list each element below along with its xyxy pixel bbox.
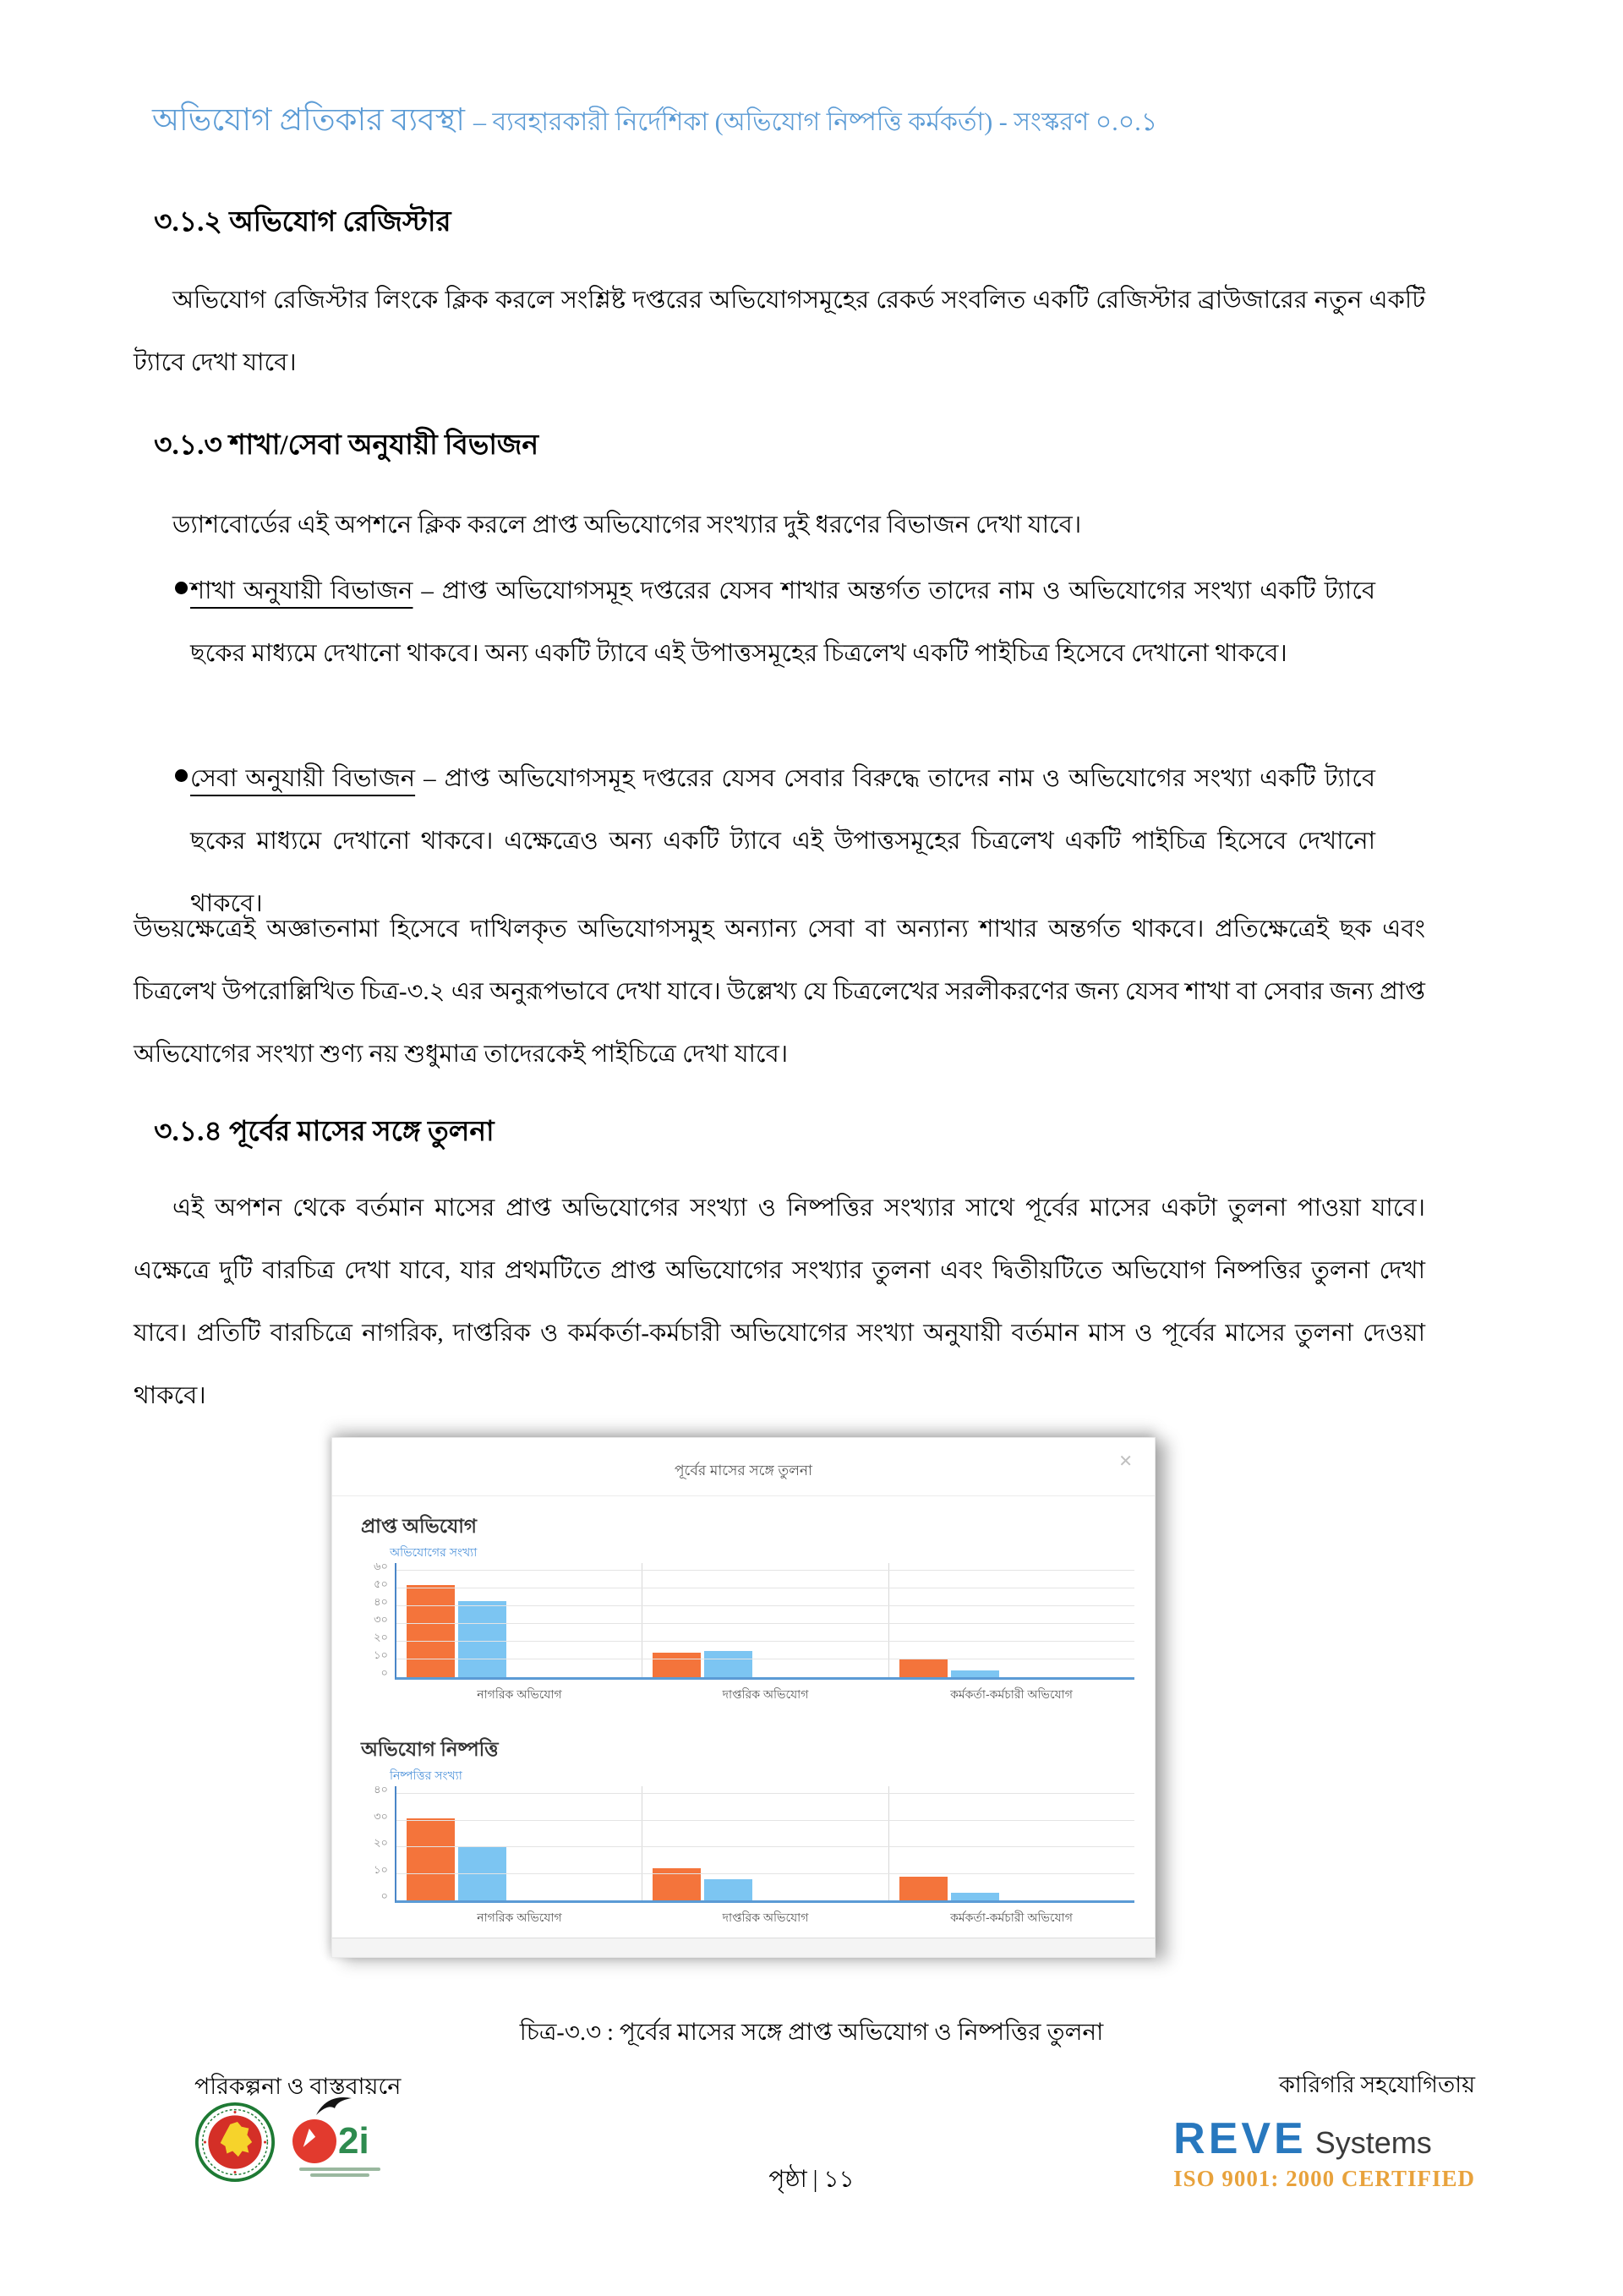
category-group bbox=[396, 1786, 642, 1900]
bar-series-1-orange bbox=[407, 1818, 455, 1900]
paragraph-3-1-3-outro: উভয়ক্ষেত্রেই অজ্ঞাতনামা হিসেবে দাখিলকৃত অভিযোগসমুহ অন্যান্য সেবা বা অন্যান্য শাখার অন্তর্গত থাকবে। প্রতিক্ষেত্রেই ছক এবং চিত্রলেখ উপরোল্লিখিত চিত্র-৩.২ এর অনুরূপভাবে দেখা যাবে। উল্লেখ্য যে চিত্রলেখের সরলীকরণের জন্য যেসব শাখা বা সেবার জন্য প্রাপ্ত অভিযোগের সংখ্যা শুণ্য নয় শুধুমাত্র তাদেরকেই পাইচিত্রে দেখা যাবে। bbox=[134, 916, 1425, 1068]
y-tick-label: ৬০ bbox=[374, 1560, 388, 1573]
y-tick-label: ০ bbox=[380, 1666, 388, 1679]
y-tick-label: ৪০ bbox=[374, 1783, 388, 1796]
gridline bbox=[396, 1873, 1134, 1874]
gridline bbox=[396, 1623, 1134, 1624]
x-axis-label: কর্মকর্তা-কর্মচারী অভিযোগ bbox=[950, 1911, 1073, 1924]
gridline bbox=[396, 1570, 1134, 1571]
bullet-body: – প্রাপ্ত অভিযোগসমূহ দপ্তরের যেসব শাখার অন্তর্গত তাদের নাম ও অভিযোগের সংখ্যা একটি ট্যাবে ছকের মাধ্যমে দেখানো থাকবে। অন্য একটি ট্যাবে এই উপাত্তসমূহের চিত্রলেখ একটি পাইচিত্র হিসেবে দেখানো থাকবে। bbox=[190, 577, 1375, 667]
y-tick-label: ৩০ bbox=[374, 1613, 388, 1626]
plot-area bbox=[395, 1563, 1134, 1680]
bar-series-1-orange bbox=[407, 1585, 455, 1677]
section-heading-3-1-3: ৩.১.৩ শাখা/সেবা অনুযায়ী বিভাজন bbox=[154, 430, 539, 461]
doc-subtitle: – ব্যবহারকারী নির্দেশিকা (অভিযোগ নিষ্পত্তি কর্মকর্তা) - সংস্করণ ০.০.১ bbox=[473, 108, 1158, 136]
x-axis-labels bbox=[396, 1908, 1134, 1928]
document-header bbox=[152, 95, 1505, 148]
gridline bbox=[396, 1793, 1134, 1794]
close-icon: ✕ bbox=[1118, 1452, 1133, 1471]
x-axis-label: দাপ্তরিক অভিযোগ bbox=[722, 1911, 809, 1924]
bullet-icon bbox=[175, 769, 188, 782]
dialog-footer bbox=[332, 1938, 1155, 1957]
chart1-ylabel: অভিযোগের সংখ্যা bbox=[390, 1545, 478, 1559]
figure-comparison-dialog-screenshot bbox=[331, 1437, 1156, 1958]
chart1-title: প্রাপ্ত অভিযোগ bbox=[361, 1515, 478, 1537]
x-axis-label: নাগরিক অভিযোগ bbox=[477, 1911, 562, 1924]
x-axis-label: নাগরিক অভিযোগ bbox=[477, 1687, 562, 1701]
y-tick-label: ৫০ bbox=[374, 1577, 388, 1591]
category-group bbox=[642, 1563, 888, 1677]
footer-left-label: পরিকল্পনা ও বাস্তবায়নে bbox=[194, 2074, 402, 2099]
divider bbox=[332, 1495, 1155, 1496]
bullet-term: সেবা অনুযায়ী বিভাজন bbox=[190, 765, 416, 792]
bullet-body: – প্রাপ্ত অভিযোগসমূহ দপ্তরের যেসব সেবার বিরুদ্ধে তাদের নাম ও অভিযোগের সংখ্যা একটি ট্যাবে ছকের মাধ্যমে দেখানো থাকবে। এক্ষেত্রেও অন্য একটি ট্যাবে এই উপাত্তসমূহের চিত্রলেখ একটি পাইচিত্র হিসেবে দেখানো থাকবে। bbox=[190, 765, 1375, 917]
y-tick-label: ৪০ bbox=[374, 1595, 388, 1609]
bar-series-2-blue bbox=[704, 1879, 752, 1900]
bar-chart-received-complaints bbox=[358, 1560, 1134, 1705]
bar-series-2-blue bbox=[458, 1601, 506, 1677]
category-group bbox=[888, 1563, 1134, 1677]
y-axis bbox=[358, 1783, 395, 1902]
reve-logo-text: REVE bbox=[1173, 2114, 1307, 2163]
category-group bbox=[396, 1563, 642, 1677]
category-group bbox=[888, 1786, 1134, 1900]
bar-chart-resolved-complaints bbox=[358, 1783, 1134, 1928]
gridline bbox=[396, 1846, 1134, 1847]
y-tick-label: ২০ bbox=[374, 1631, 388, 1644]
bird-icon bbox=[314, 2095, 353, 2117]
section-heading-3-1-2: ৩.১.২ অভিযোগ রেজিস্টার bbox=[154, 207, 451, 238]
dialog-title: পূর্বের মাসের সঙ্গে তুলনা bbox=[675, 1462, 812, 1479]
x-axis-labels bbox=[396, 1685, 1134, 1705]
bar-series-2-blue bbox=[704, 1651, 752, 1677]
paragraph-3-1-4: এই অপশন থেকে বর্তমান মাসের প্রাপ্ত অভিযোগের সংখ্যা ও নিষ্পত্তির সংখ্যার সাথে পূর্বের মাসের একটা তুলনা পাওয়া যাবে। এক্ষেত্রে দুটি বারচিত্র দেখা যাবে, যার প্রথমটিতে প্রাপ্ত অভিযোগের সংখ্যার তুলনা এবং দ্বিতীয়টিতে অভিযোগ নিষ্পত্তির তুলনা দেখা যাবে। প্রতিটি বারচিত্রে নাগরিক, দাপ্তরিক ও কর্মকর্তা-কর্মচারী অভিযোগের সংখ্যা অনুযায়ী বর্তমান মাস ও পূর্বের মাসের তুলনা দেওয়া থাকবে। bbox=[134, 1194, 1425, 1409]
bar-series-1-orange bbox=[899, 1659, 948, 1677]
y-tick-label: ০ bbox=[380, 1889, 388, 1902]
reve-suffix-text: Systems bbox=[1314, 2125, 1432, 2160]
y-axis bbox=[358, 1560, 395, 1679]
figure-caption: চিত্র-৩.৩ : পূর্বের মাসের সঙ্গে প্রাপ্ত অভিযোগ ও নিষ্পত্তির তুলনা bbox=[519, 2020, 1104, 2046]
x-axis-label: দাপ্তরিক অভিযোগ bbox=[722, 1687, 809, 1701]
paragraph-3-1-3-intro: ড্যাশবোর্ডের এই অপশনে ক্লিক করলে প্রাপ্ত অভিযোগের সংখ্যার দুই ধরণের বিভাজন দেখা যাবে। bbox=[172, 511, 1082, 538]
a2i-logo-text: 2i bbox=[338, 2120, 369, 2162]
a2i-circle-icon bbox=[292, 2119, 336, 2163]
bullet-icon bbox=[175, 582, 188, 594]
y-tick-label: ৩০ bbox=[374, 1809, 388, 1823]
section-heading-3-1-4: ৩.১.৪ পূর্বের মাসের সঙ্গে তুলনা bbox=[154, 1117, 495, 1147]
x-axis-label: কর্মকর্তা-কর্মচারী অভিযোগ bbox=[950, 1687, 1073, 1701]
bar-series-1-orange bbox=[899, 1877, 948, 1900]
page-number: পৃষ্ঠা | ১১ bbox=[768, 2167, 855, 2193]
bar-series-2-blue bbox=[951, 1893, 999, 1900]
paragraph-3-1-2: অভিযোগ রেজিস্টার লিংকে ক্লিক করলে সংশ্লিষ্ট দপ্তরের অভিযোগসমূহের রেকর্ড সংবলিত একটি রেজিস্টার ব্রাউজারের নতুন একটি ট্যাবে দেখা যাবে। bbox=[134, 287, 1425, 376]
bar-series-1-orange bbox=[653, 1653, 701, 1677]
y-tick-label: ২০ bbox=[374, 1836, 388, 1850]
y-tick-label: ১০ bbox=[374, 1648, 388, 1662]
bullet-term: শাখা অনুযায়ী বিভাজন bbox=[190, 577, 413, 604]
footer-right-label: কারিগরি সহযোগিতায় bbox=[1279, 2072, 1475, 2097]
chart2-title: অভিযোগ নিষ্পত্তি bbox=[361, 1738, 499, 1760]
list-item-branch-division bbox=[175, 560, 1375, 685]
gridline bbox=[396, 1605, 1134, 1606]
chart2-ylabel: নিষ্পত্তির সংখ্যা bbox=[390, 1768, 462, 1782]
doc-title: অভিযোগ প্রতিকার ব্যবস্থা bbox=[152, 103, 465, 138]
gridline bbox=[396, 1820, 1134, 1821]
y-tick-label: ১০ bbox=[374, 1862, 388, 1876]
reve-iso-text: ISO 9001: 2000 CERTIFIED bbox=[1173, 2166, 1475, 2191]
category-group bbox=[642, 1786, 888, 1900]
plot-area bbox=[395, 1786, 1134, 1903]
gridline bbox=[396, 1641, 1134, 1642]
bar-series-2-blue bbox=[951, 1670, 999, 1677]
